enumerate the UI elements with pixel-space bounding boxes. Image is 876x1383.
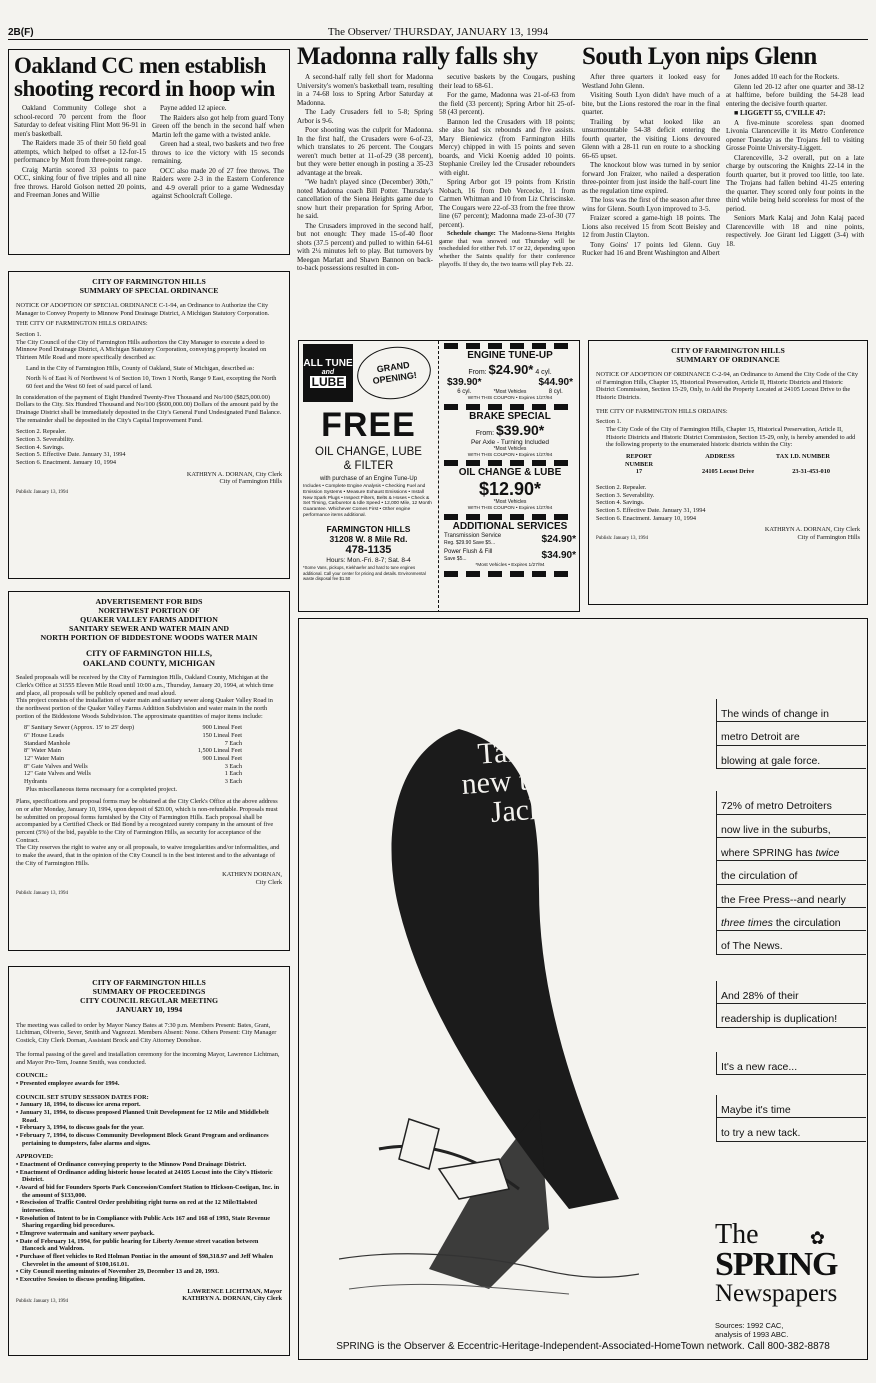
- tagline-line-1: Take a: [476, 732, 558, 771]
- copy-line: metro Detroit are: [716, 722, 866, 745]
- paragraph: The Raiders made 35 of their 50 field goal attempts, which helped to offset a 12-for-15 performance by Mott from three-point range.: [14, 139, 146, 164]
- ord-sig-2: City of Farmington Hills: [219, 478, 282, 486]
- bids-title-6: CITY OF FARMINGTON HILLS,: [85, 647, 213, 658]
- bids-p1: Sealed proposals will be received by the City of Farmington Hills, Oakland County, Michigan at the Clerk's Office at 31555 Eleven Mile Road until 10:00 a.m., Thursday, January 20, 1994, at which time and place, all proposals will be publicly opened and read aloud.: [16, 674, 274, 697]
- paragraph: Glenn led 20-12 after one quarter and 38-12 at halftime, before building the 54-28 lead entering the decisive fourth quarter.: [726, 82, 864, 108]
- paragraph: Seniors Mark Kalaj and John Kalaj paced Clarenceville with 18 and nine points, respectively. Joe Girant led Liggett (3-4) with 18.: [726, 214, 864, 248]
- tagline-line-2: new tack,: [460, 760, 578, 802]
- item-name: Hydrants: [24, 778, 48, 786]
- bids-title-3: QUAKER VALLEY FARMS ADDITION: [80, 614, 218, 624]
- ord-ordains: THE CITY OF FARMINGTON HILLS ORDAINS:: [16, 320, 148, 328]
- list-item: Section 6. Enactment. January 10, 1994: [16, 459, 117, 466]
- copy-line: now live in the suburbs,: [716, 815, 866, 838]
- bids-p2: This project consists of the installation of water main and sanitary sewer along Quaker Valley Road in the northwest portion of the Quaker Valley Farms Addition Subdivision and water main in the north portion of the Biddestone Woods Subdivision. The approximate quantities of major items include:: [16, 697, 273, 720]
- flower-icon: ✿: [809, 1227, 825, 1248]
- page-header: [8, 22, 868, 40]
- proc-approved-list: [16, 1161, 282, 1284]
- paragraph: The Crusaders improved in the second half, but not enough: They made 15-of-40 floor shots (37.5 percent) and pulled to within 64-61 with 2¼ minutes left to play. But turnovers by Meegan Marlatt and Shawn Bannon on back-to-back possessions resulted in con-: [297, 221, 433, 272]
- list-item: • Elmgrove watermain and sanitary sewer payback.: [16, 1229, 155, 1237]
- southlyon-col2: [726, 73, 864, 335]
- hist-section1: Section 1.: [596, 418, 622, 426]
- coupon-tuneup: ENGINE TUNE-UP From: $24.90* 4 cyl. $39.90* 6 cyl. *Most Vehicles $44.90* 8 cyl. WITH THIS COUPON • Expires 1/27/94: [447, 350, 573, 401]
- oil-change-lube: OIL CHANGE, LUBE: [315, 446, 422, 458]
- proc-approved-h: APPROVED:: [16, 1153, 54, 1161]
- list-item: • January 18, 1994, to discuss ice arena report.: [16, 1101, 141, 1109]
- hist-sections: [596, 484, 860, 522]
- hist-table-row: 17 24105 Locust Drive 23-31-453-010: [635, 468, 830, 476]
- tagline-line-3: Jack.: [489, 791, 553, 829]
- copy-line: The winds of change in: [716, 699, 866, 722]
- list-item: Section 3. Severability.: [596, 491, 655, 499]
- hist-sig-2: City of Farmington Hills: [797, 534, 860, 541]
- southlyon-col1: [582, 73, 720, 335]
- list-item: • February 3, 1994, to discuss goals for the year.: [16, 1124, 144, 1132]
- masthead: The Observer/ THURSDAY, JANUARY 13, 1994: [327, 26, 549, 39]
- paragraph: OCC also made 20 of 27 free throws. The Raiders were 2-3 in the Eastern Conference and 4-9 overall prior to a game Wednesday against Schoolcraft College.: [152, 166, 284, 200]
- paragraph: Payne added 12 apiece.: [160, 104, 227, 112]
- paragraph: Fraizer scored a game-high 18 points. The Lions also received 15 from Scott Beisley and 12 from Justin Clayton.: [582, 214, 720, 239]
- proc-title-3: CITY COUNCIL REGULAR MEETING: [79, 995, 219, 1005]
- ord-sig-1: KATHRYN A. DORNAN, City Clerk: [186, 470, 282, 478]
- oil-change-ad: [298, 340, 580, 612]
- bids-title-7: OAKLAND COUNTY, MICHIGAN: [82, 657, 216, 668]
- spring-copy: [716, 699, 866, 1142]
- bids-title-5: NORTH PORTION OF BIDDESTONE WOODS WATER MAIN: [40, 632, 258, 642]
- copy-line: And 28% of their: [716, 981, 866, 1004]
- table-row: [16, 755, 282, 763]
- filter-label: & FILTER: [343, 459, 394, 472]
- bids-notice: [8, 591, 290, 951]
- paragraph: Spring Arbor got 19 points from Kristin Nobach, 16 from Deb Vercecke, 11 from Carmen Whitman and 10 from Liz Chriscinske. The Cougars were 22-of-33 from the free throw line (67 percent); Madonna made 23-of-30 (77 percent).: [439, 178, 575, 229]
- paragraph: Clarenceville, 3-2 overall, put on a late charge by outscoring the Knights 22-14 in the fourth quarter, but it proved too little, too late. The Trojans had fallen behind 41-25 entering the quarter. They scored only four points in the third while being held scoreless for most of the period.: [726, 153, 864, 213]
- copy-line: It's a new race...: [716, 1052, 866, 1075]
- free-label: FREE: [321, 406, 416, 444]
- list-item: • City Council meeting minutes of November 29, December 13 and 20, 1993.: [16, 1268, 219, 1276]
- item-qty: 7 Each: [224, 739, 242, 747]
- oakland-article: [8, 49, 290, 255]
- hist-publish: Publish: January 13, 1994: [596, 535, 648, 541]
- table-row: [16, 763, 282, 771]
- list-item: Section 3. Severability.: [16, 435, 75, 443]
- item-name: 8" Water Main: [24, 747, 61, 755]
- bids-p4: The City reserves the right to waive any or all proposals, to waive irregularities and/or informalities, and to make the award, that in the opinion of the City Council is in the best interest and to the advantage of the City of Farmington Hills.: [16, 844, 280, 867]
- paragraph: Green had a steal, two baskets and two free throws to ice the victory with 15 seconds remaining.: [152, 140, 284, 165]
- paragraph: Visiting South Lyon didn't have much of a bite, but the Lions restored the roar in the final quarter.: [582, 91, 720, 116]
- ord-title-1: CITY OF FARMINGTON HILLS: [92, 277, 206, 286]
- proc-title-1: CITY OF FARMINGTON HILLS: [92, 978, 206, 987]
- spring-footer: SPRING is the Observer & Eccentric-Heritage-Independent-Associated-HomeTown network. Call 800-382-8878: [336, 1341, 830, 1352]
- list-item: • January 31, 1994, to discuss proposed Planned Unit Development for 12 Mile and Middlebelt Road.: [16, 1108, 269, 1124]
- ord-north: North ¾ of East ¾ of Northwest ¼ of Section 10, Town 1 North, Range 9 East, excepting the North 60 feet and the West 60 feet of said parcel of land.: [26, 375, 277, 390]
- paragraph: Tony Goins' 17 points led Glenn. Guy Rucker had 16 and Brent Washington and Albert: [582, 240, 720, 257]
- item-qty: 900 Lineal Feet: [202, 755, 242, 763]
- schedule-text: The Madonna-Siena Heights game that was snowed out Thursday will be rescheduled for either Feb. 17 or 22, depending upon whether the Saints qualify for their conference playoffs. If they do, the two teams will play Feb. 22.: [439, 230, 575, 268]
- bids-sig-1: KATHRYN DORNAN,: [222, 871, 282, 879]
- includes-text: Includes • Complete Engine Analysis • Checking Fuel and Emission Systems • Measure Exhaust Emissions • Install New Spark Plugs • Inspect Filters, Belts & Hoses • Check & Set Timing, Carburetor & Idle Speed • 12,000 Mile, 12 Month Guarantee. Whichever Comes First • Other engine performance items additional.: [303, 484, 432, 518]
- all-tune-logo: ALL TUNE and LUBE: [303, 344, 353, 402]
- historic-ordinance-notice: [588, 340, 868, 605]
- proc-sig-1: LAWRENCE LICHTMAN, Mayor: [187, 1287, 282, 1295]
- liggett-lead: ■ LIGGETT 55, C'VILLE 47:: [734, 109, 826, 117]
- oakland-headline: Oakland CC men establish shooting record in hoop win: [14, 53, 275, 101]
- spring-newspapers-ad: [298, 618, 868, 1360]
- paragraph: Craig Martin scored 33 points to pace OCC, sinking four of five triples and all nine free throws. Harold Golson netted 20 points, and Freeman Jones and Willie: [14, 165, 146, 199]
- list-item: • Executive Session to discuss pending litigation.: [16, 1275, 146, 1283]
- coupon-oil: OIL CHANGE & LUBE $12.90* *Most Vehicles WITH THIS COUPON • Expires 1/27/94: [458, 467, 562, 512]
- hist-section1-text: The City Code of the City of Farmington Hills, Chapter 15, Historical Preservation, Article II, Historic Districts and Historic District Commission, Section 15-29, only, is hereby amended to add the following property to the enumerated historic districts within the City:: [606, 425, 856, 449]
- proceedings-notice: [8, 966, 290, 1356]
- table-row: [16, 740, 282, 748]
- hist-table-header: REPORT NUMBER ADDRESS TAX I.D. NUMBER: [625, 452, 830, 468]
- paragraph: A second-half rally fell short for Madonna University's women's basketball team, resulting in a 74-68 loss to Spring Arbor Saturday at Madonna.: [297, 73, 433, 107]
- list-item: • Date of February 14, 1994, for public hearing for Liberty Avenue street vacation between Hancock and Waldron.: [16, 1237, 259, 1253]
- proc-p2: The formal passing of the gavel and installation ceremony for the incoming Mayor, Lawrence Lichtman, and Mayor Pro-Tem, Joanne Smith, was conducted.: [16, 1050, 280, 1066]
- proc-publish: Publish: January 13, 1994: [16, 1298, 68, 1304]
- list-item: • Rescission of Traffic Control Order prohibiting right turns on red at the 12 Mile/Halsted intersection.: [16, 1199, 258, 1214]
- paragraph: The loss was the first of the season after three wins for Glenn. South Lyon improved to 3-5.: [582, 196, 720, 213]
- ord-notice: NOTICE OF ADOPTION OF SPECIAL ORDINANCE C-1-94, an Ordinance to Authorize the City Manager to Convey Property to Minnow Pond Drainage District, A Michigan Statutory Corporation.: [16, 301, 270, 317]
- proc-council-h: COUNCIL:: [16, 1072, 48, 1080]
- copy-line: of The News.: [716, 931, 866, 954]
- paragraph: For the game, Madonna was 21-of-63 from the field (33 percent); Spring Arbor hit 25-of-58 (43 percent).: [439, 91, 575, 116]
- list-item: • Presented employee awards for 1994.: [16, 1079, 120, 1087]
- madonna-col2: [439, 73, 575, 335]
- tagline: [446, 732, 592, 830]
- purchase-text: with purchase of an Engine Tune-Up: [319, 476, 418, 483]
- list-item: • Resolution of Intent to be in Compliance with Public Acts 167 and 168 of 1993, State Revenue Sharing regarding bid procedures.: [16, 1214, 271, 1230]
- list-item: Section 6. Enactment. January 10, 1994: [596, 514, 697, 522]
- coupon-additional: ADDITIONAL SERVICES Transmission Service Reg. $29.90 Save $5... $24.90* Power Flush & Fill Save $5... $34.90* *Most Vehicles • Expires 1/27/94: [444, 520, 576, 568]
- item-qty: 3 Each: [224, 762, 242, 770]
- list-item: Section 5. Effective Date. January 31, 1994: [16, 451, 126, 459]
- item-name: 8" Gate Valves and Wells: [24, 762, 88, 770]
- spring-logo: The ✿ SPRING Newspapers Sources: 1992 CAC, analysis of 1993 ABC.: [715, 1221, 865, 1340]
- table-row: [16, 732, 282, 740]
- list-item: Section 4. Savings.: [16, 443, 65, 451]
- proc-council-list: [16, 1080, 282, 1088]
- paragraph: secutive baskets by the Cougars, pushing their lead to 68-61.: [439, 73, 575, 90]
- special-ordinance-notice: [8, 271, 290, 579]
- hist-title-1: CITY OF FARMINGTON HILLS: [671, 346, 785, 355]
- southlyon-headline: South Lyon nips Glenn: [582, 43, 817, 70]
- item-name: 8" Sanitary Sewer (Approx. 15' to 25' deep): [24, 724, 135, 732]
- page-number: 2B(F): [8, 27, 34, 39]
- bids-publish: Publish: January 13, 1994: [16, 890, 68, 896]
- list-item: Section 5. Effective Date. January 31, 1994: [596, 506, 706, 514]
- schedule-label: Schedule change:: [447, 230, 496, 237]
- bids-misc: Plus miscellaneous items necessary for a completed project.: [26, 785, 178, 793]
- bids-items: [16, 724, 282, 785]
- paragraph: A five-minute scoreless span doomed Livonia Clarenceville it its Metro Conference opener Tuesday as the Trojans fell to visiting Grosse Pointe University-Liggett.: [726, 118, 864, 152]
- grand-opening-burst: GRAND OPENING!: [354, 342, 435, 404]
- hist-notice: NOTICE OF ADOPTION OF ORDINANCE C-2-94, an Ordinance to Amend the City Code of the City of Farmington Hills, Chapter 15, Historical Preservation, Article II, Historic Districts and Historic District Commission, Section 15-29, Only, to Add the Property Located at 24105 Locust Drive to the Historic Districts.: [596, 370, 858, 401]
- list-item: Section 2. Repealer.: [16, 428, 67, 436]
- sources-line-1: Sources: 1992 CAC,: [715, 1321, 784, 1331]
- ord-publish: Publish: January 13, 1994: [16, 490, 68, 496]
- proc-title-4: JANUARY 10, 1994: [115, 1004, 183, 1014]
- table-row: [16, 747, 282, 755]
- ord-sections: [16, 428, 282, 466]
- paragraph: Poor shooting was the culprit for Madonna. In the first half, the Crusaders were 6-of-23, which translates to 26 percent. The Cougars weren't much better at 11-of-29 (38 percent), but they were better enough in posting a 35-23 advantage at the break.: [297, 126, 433, 177]
- coupon-brake: BRAKE SPECIAL From: $39.90* Per Axle - Turning Included *Most Vehicles WITH THIS COUPON • Expires 1/27/94: [467, 410, 553, 458]
- fine-print: *Some Vans, pickups, Kiekhaefer and hard to tune engines additional. Call your center for pricing and details. Environmental waste disposal fee $1.50: [303, 565, 426, 581]
- paragraph: The Lady Crusaders fell to 5-8; Spring Arbor is 9-6.: [297, 108, 433, 125]
- store-hours: Hours: Mon.-Fri. 8-7; Sat. 8-4: [326, 556, 411, 564]
- copy-line: Maybe it's time: [716, 1095, 866, 1118]
- table-row: [16, 778, 282, 786]
- paragraph: "We hadn't played since (December) 30th," noted Madonna coach Bill Potter. Thursday's cancellation of the Siena Heights game due to snow hurt their preparation for Spring Arbor, he said.: [297, 178, 433, 220]
- hist-sig-1: KATHRYN A. DORNAN, City Clerk: [764, 526, 860, 534]
- ord-consideration: In consideration of the payment of Eight Hundred Twenty-Five Thousand and No/100 ($825,000.00) Dollars to the City. Six Hundred Thousand and No/100 ($600,000.00) Dollars of the amount paid by the Drainage District shall be immediately deposited in the City's General Fund Undesignated Fund Balance. The remainder shall be deposited in the City's Capital Improvement Fund.: [16, 393, 282, 424]
- copy-line: three times the circulation: [716, 908, 866, 931]
- list-item: • Enactment of Ordinance conveying property to the Minnow Pond Drainage District.: [16, 1160, 247, 1168]
- item-name: Standard Manhole: [24, 739, 71, 747]
- item-name: 6" House Leads: [24, 732, 64, 739]
- paragraph: The knockout blow was turned in by senior forward Jon Fraizer, who nailed a desperation three-pointer from just inside the half-court line as the regulation time expired.: [582, 161, 720, 195]
- copy-line: readership is duplication!: [716, 1004, 866, 1027]
- list-item: • Award of bid for Founders Sports Park Concession/Comfort Station to Hickson-Costigan, Inc. in the amount of $133,000.: [16, 1183, 280, 1199]
- madonna-col1: [297, 73, 433, 335]
- hist-title-2: SUMMARY OF ORDINANCE: [676, 354, 780, 364]
- madonna-article: [297, 44, 575, 336]
- ord-section1-text: The City Council of the City of Farmington Hills authorizes the City Manager to execute a deed to Minnow Pond Drainage District, A Michigan Statutory Corporation, conveying property located on Thirteen Mile Road and more specifically described as:: [16, 338, 267, 361]
- paragraph: Oakland Community College shot a school-record 70 percent from the floor Saturday to defeat visiting Flint Mott 96-91 in men's basketball.: [14, 104, 146, 138]
- ord-section1: Section 1.: [16, 330, 42, 338]
- paragraph: The Raiders also got help from guard Tony Green off the bench in the second half when Martin left the game with a twisted ankle.: [152, 113, 284, 139]
- list-item: • February 7, 1994, to discuss Community Development Block Grant Program and ordinances pertaining to dumpsters, false alarms and signs.: [16, 1131, 269, 1147]
- copy-line: the Free Press--and nearly: [716, 885, 866, 908]
- list-item: Section 2. Repealer.: [596, 483, 647, 491]
- proc-title-2: SUMMARY OF PROCEEDINGS: [92, 986, 206, 996]
- ord-land: Land in the City of Farmington Hills, County of Oakland, State of Michigan, described as:: [26, 364, 255, 372]
- copy-line: the circulation of: [716, 861, 866, 884]
- bids-title-2: NORTHWEST PORTION OF: [98, 605, 200, 615]
- oakland-col1: [14, 104, 146, 254]
- proc-sig-2: KATHRYN A. DORNAN, City Clerk: [182, 1295, 282, 1303]
- paragraph: Bannon led the Crusaders with 18 points; she also had six rebounds and five assists. Mary Bieniewicz (from Farmington Hills Mercy) chipped in with 15 points and seven boards, and Vicki Koenig added 10 points. Stephanie Creiley led the Crusader rebounders with eight.: [439, 117, 575, 177]
- hist-ordains: THE CITY OF FARMINGTON HILLS ORDAINS:: [596, 407, 728, 415]
- item-qty: 150 Lineal Feet: [202, 732, 242, 739]
- table-row: [16, 770, 282, 778]
- copy-line: blowing at gale force.: [716, 746, 866, 769]
- table-row: [16, 724, 282, 732]
- list-item: • Purchase of fleet vehicles to Red Holman Pontiac in the amount of $98,318.97 and Jeff Whalen Chevrolet in the amount of $100,161.01.: [16, 1252, 273, 1268]
- location-address: 31208 W. 8 Mile Rd.: [329, 533, 408, 544]
- list-item: • Enactment of Ordinance adding historic house located at 24105 Locust into the City's Historic District.: [16, 1168, 273, 1184]
- copy-line: 72% of metro Detroiters: [716, 791, 866, 814]
- southlyon-article: [582, 44, 868, 336]
- proc-study-h: COUNCIL SET STUDY SESSION DATES FOR:: [16, 1093, 149, 1101]
- item-name: 12" Gate Valves and Wells: [24, 770, 91, 778]
- madonna-headline: Madonna rally falls shy: [297, 43, 538, 70]
- item-qty: 3 Each: [224, 778, 242, 786]
- copy-line: to try a new tack.: [716, 1118, 866, 1141]
- bids-p3: Plans, specifications and proposal forms may be obtained at the City Clerk's Office at the above address on or after Monday, January 10, 1994, upon deposit of $20.00, which is non-refundable. Proposals must be submitted on proposal forms furnished by the City of Farmington Hills. Each proposal shall be accompanied by a Certified Check or Bid Bond by a recognized surety company in the amount of five percent (5%) of the bid, payable to the City of Farmington Hills, as security for acceptance of the Contract.: [16, 798, 278, 844]
- location-phone: 478-1135: [345, 543, 392, 556]
- copy-line: where SPRING has twice: [716, 838, 866, 861]
- item-qty: 1 Each: [224, 770, 242, 778]
- list-item: Section 4. Savings.: [596, 499, 645, 507]
- item-name: 12" Water Main: [24, 755, 65, 763]
- bids-title-4: SANITARY SEWER AND WATER MAIN AND: [69, 623, 229, 633]
- paragraph: After three quarters it looked easy for Westland John Glenn.: [582, 73, 720, 90]
- item-qty: 900 Lineal Feet: [202, 724, 242, 732]
- sources-line-2: analysis of 1993 ABC.: [715, 1330, 789, 1340]
- item-qty: 1,500 Lineal Feet: [197, 747, 242, 755]
- proc-p1: The meeting was called to order by Mayor Nancy Bates at 7:30 p.m. Members Present: Bates, Grant, Lichtman, Oliverio, Sever, Smith and Vagnozzi. Members Absent: None. Others Present: City Manager Costick, City Clerk Dornan, Assistant Brock and City Attorney Donohue.: [16, 1021, 277, 1045]
- paragraph: Trailing by what looked like an unsurmountable 54-38 deficit entering the fourth quarter, the visiting Lions devoured Glenn with a 28-11 run en route to a shocking 66-65 upset.: [582, 117, 720, 160]
- bids-sig-2: City Clerk: [255, 879, 282, 887]
- paragraph: Jones added 10 each for the Rockets.: [734, 73, 839, 81]
- proc-study-list: [16, 1101, 282, 1147]
- oakland-col2: [152, 104, 284, 254]
- location-name: FARMINGTON HILLS: [326, 523, 411, 534]
- bids-title-1: ADVERTISEMENT FOR BIDS: [95, 597, 203, 606]
- ord-title-2: SUMMARY OF SPECIAL ORDINANCE: [79, 285, 219, 295]
